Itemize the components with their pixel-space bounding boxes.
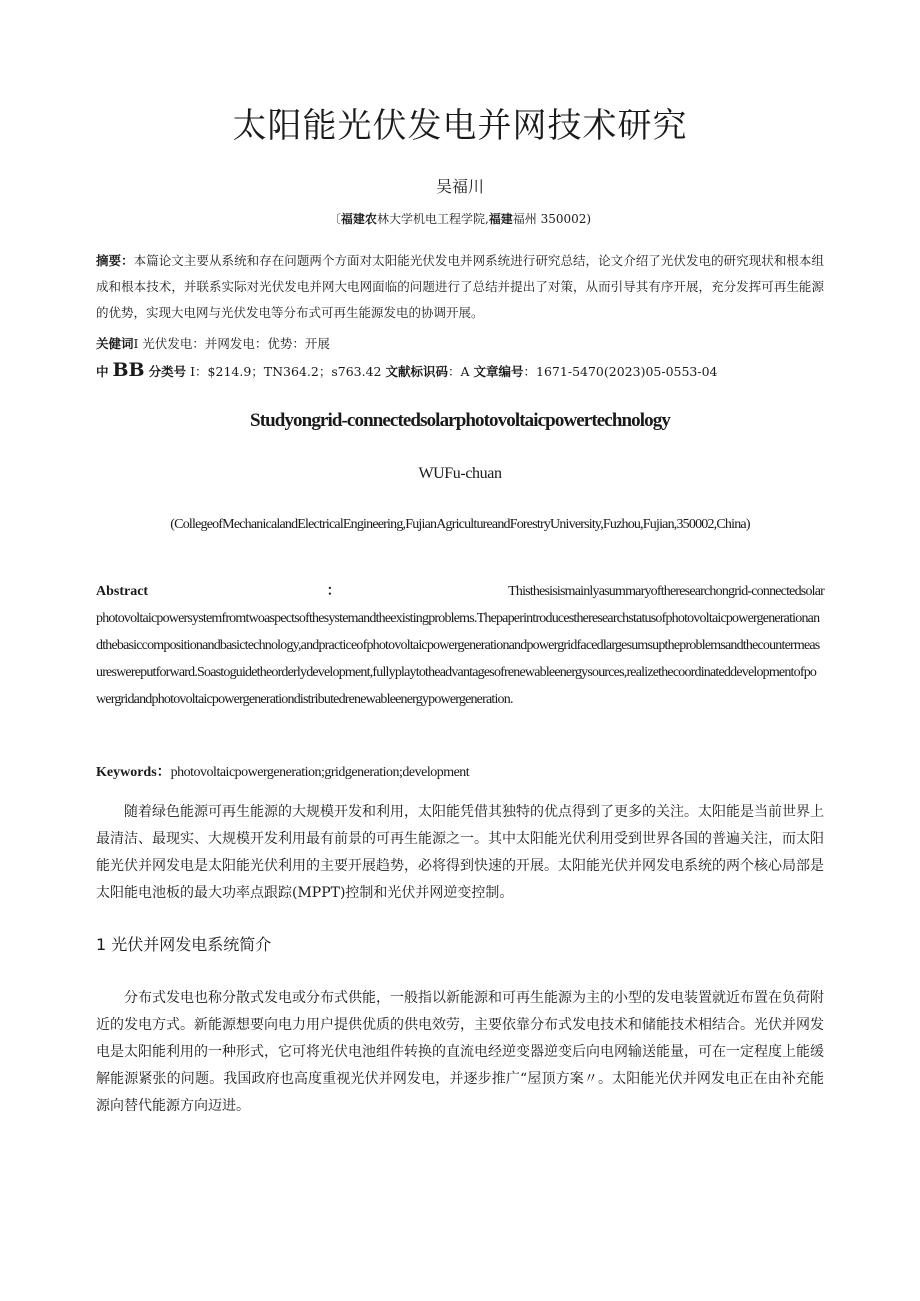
keywords-en-text: photovoltaicpowergeneration;gridgeneration;development	[170, 765, 470, 780]
abstract-en-label: Abstract	[96, 584, 149, 599]
keywords-en-label: Keywords：	[96, 765, 171, 780]
abstract-cn-text: 本篇论文主要从系统和存在问题两个方面对太阳能光伏发电并网系统进行研究总结，论文介绍了光伏发电的研究现状和根本组成和根本技术，并联系实际对光伏发电并网大电网面临的问题进行了总结并提出了对策，从而引导其有序开展，充分发挥可再生能源的优势，实现大电网与光伏发电等分布式可再生能源发电的协调开展。	[96, 253, 824, 320]
paper-title-cn: 太阳能光伏发电并网技术研究	[232, 106, 688, 146]
keywords-cn-label: 关健词	[96, 336, 134, 351]
clc-bianhao-label: 文章编号	[473, 364, 524, 379]
abstract-en-colon: ：	[326, 584, 342, 599]
abstract-cn	[96, 248, 824, 326]
affiliation-part-3: 福建	[488, 212, 513, 226]
clc-zhong: 中	[96, 364, 109, 379]
classification-line	[96, 360, 824, 382]
affiliation-part-4: 福州 350002)	[512, 212, 592, 226]
clc-wenxian-label: 文献标识码	[385, 364, 448, 379]
keywords-en	[96, 762, 824, 784]
clc-wenxian-value: ：A	[448, 364, 470, 379]
abstract-en	[96, 578, 824, 713]
affiliation-part-1: 福建农	[340, 212, 377, 226]
clc-bianhao-value: ：1671-5470(2023)05-0553-04	[523, 364, 718, 379]
section-1-paragraph: 分布式发电也称分散式发电或分布式供能，一般指以新能源和可再生能源为主的小型的发电装置就近布置在负荷附近的发电方式。新能源想要向电力用户提供优质的供电效劳，主要依靠分布式发电技术和储能技术相结合。光伏并网发电是太阳能利用的一种形式，它可将光伏电池组件转换的直流电经逆变器逆变后向电网输送能量，可在一定程度上能缓解能源紧张的问题。我国政府也高度重视光伏并网发电，并逐步推广“屋顶方案〃。太阳能光伏并网发电正在由补充能源向替代能源方向迈进。	[96, 990, 824, 1114]
paper-title-en: Studyongrid-connectedsolarphotovoltaicpowertechnology	[250, 410, 670, 431]
affiliation-cn	[0, 210, 920, 227]
abstract-cn-label: 摘要：	[96, 253, 134, 268]
affiliation-part-2: 林大学机电工程学院,	[376, 212, 489, 226]
keywords-cn	[96, 334, 824, 354]
affiliation-open-bracket: 〔	[328, 212, 341, 226]
affiliation-en: (CollegeofMechanicalandElectricalEngineering,FujianAgricultureandForestryUniversity,Fuzhou,Fujian,350002,China)	[170, 517, 750, 532]
keywords-cn-text: I 光伏发电：并网发电：优势：开展	[133, 336, 330, 351]
section-1-heading: 1 光伏并网发电系统简介	[96, 935, 272, 954]
clc-bb: BB	[112, 359, 145, 381]
clc-fenlei-value: I：$214.9；TN364.2；s763.42	[190, 364, 382, 379]
clc-fenlei-label: 分类号	[148, 364, 187, 379]
author-name-cn: 吴福川	[435, 177, 484, 196]
author-name-en: WUFu-chuan	[418, 465, 502, 482]
intro-paragraph: 随着绿色能源可再生能源的大规模开发和利用，太阳能凭借其独特的优点得到了更多的关注。太阳能是当前世界上最清洁、最现实、大规模开发利用最有前景的可再生能源之一。其中太阳能光伏利用受到世界各国的普遍关注，而太阳能光伏并网发电是太阳能光伏利用的主要开展趋势，必将得到快速的开展。太阳能光伏并网发电系统的两个核心局部是太阳能电池板的最大功率点跟踪(MPPT)控制和光伏并网逆变控制。	[96, 804, 824, 901]
abstract-en-text: Thisthesisismainlyasummaryoftheresearchongrid-connectedsolarphotovoltaicpowersystemfromtwoaspectsofthesystemandtheexistingproblems.Thepaperintroducestheresearchstatusofphotovoltaicpowergenerationandthebasiccompositionandbasictechnology,andpracticeofphotovoltaicpowergenerationandpowergridfacedlargesumsuptheproblemsandthecountermeasureswereputforward.Soastoguidetheorderlydevelopment,fullyplaytotheadvantagesofrenewableenergysources,realizethecoordinateddevelopmentofpowergridandphotovoltaicpowergenerationdistributedrenewableenergypowergeneration.	[96, 584, 825, 707]
